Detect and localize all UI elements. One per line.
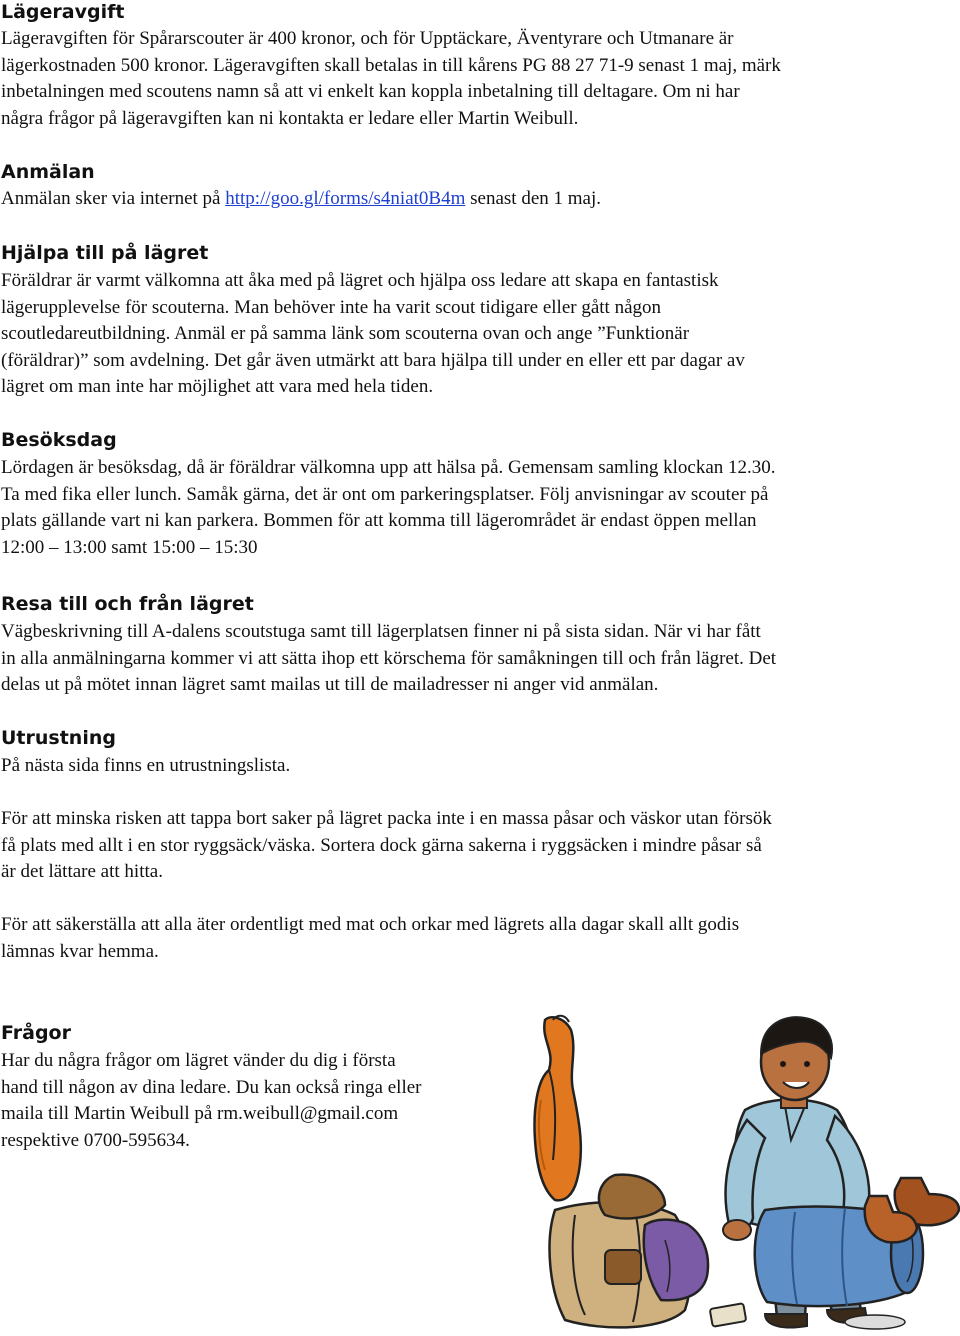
text-line: lägerkostnaden 500 kronor. Lägeravgiften skall betalas in till kårens PG 88 27 71-9 senast 1 maj, märk (1, 54, 781, 76)
heading-resa: Resa till och från lägret (1, 593, 254, 615)
heading-lageravgift: Lägeravgift (1, 1, 125, 23)
text-line: inbetalningen med scoutens namn så att vi enkelt kan koppla inbetalning till deltagare. Om ni har (1, 81, 740, 102)
text-line: maila till Martin Weibull på rm.weibull@gmail.com (1, 1103, 399, 1124)
text-line: respektive 0700-595634. (1, 1129, 190, 1151)
orange-jacket-icon (535, 1016, 581, 1201)
text-line: scoutledareutbildning. Anmäl er på samma länk som scouterna ovan och ange ”Funktionär (1, 323, 690, 344)
text-line: lägerupplevelse för scouterna. Man behöver inte ha varit scout tidigare eller gått någon (1, 296, 661, 318)
purple-bag-icon (644, 1220, 708, 1301)
paragraph-resa (1, 619, 776, 699)
text-line: (föräldrar)” som avdelning. Det går även utmärkt att bara hjälpa till under en eller ett par dagar av (1, 349, 745, 371)
paragraph-hjalpa-till (1, 268, 745, 401)
text-line: är det lättare att hitta. (1, 861, 163, 882)
paragraph-fragor (1, 1048, 422, 1154)
anmalan-text-after: senast den 1 maj. (465, 188, 601, 209)
text-line: några frågor på lägeravgiften kan ni kontakta er ledare eller Martin Weibull. (1, 107, 579, 129)
text-line: För att säkerställa att alla äter ordentligt med mat och orkar med lägrets alla dagar skall allt godis (1, 914, 740, 935)
text-line: hand till någon av dina ledare. Du kan också ringa eller (1, 1076, 422, 1098)
text-line: På nästa sida finns en utrustningslista. (1, 755, 291, 776)
text-line: lämnas kvar hemma. (1, 940, 159, 962)
text-line: Ta med fika eller lunch. Samåk gärna, det är ont om parkeringsplatser. Följ anvisningar av scouter på (1, 483, 769, 505)
heading-besoksdag: Besöksdag (1, 429, 117, 451)
text-line: lägret om man inte har möjlighet att vara med hela tiden. (1, 376, 434, 397)
paragraph-anmalan (1, 186, 601, 213)
paragraph-utrustning (1, 753, 290, 780)
text-line: delas ut på mötet innan lägret samt mailas ut till de mailadresser ni anger vid anmälan. (1, 674, 659, 695)
text-line: För att minska risken att tappa bort saker på lägret packa inte i en massa påsar och väskor utan försök (1, 808, 772, 829)
text-line: Har du några frågor om lägret vänder du dig i första (1, 1050, 396, 1071)
heading-anmalan: Anmälan (1, 161, 95, 183)
heading-fragor: Frågor (1, 1022, 71, 1044)
anmalan-text-before: Anmälan sker via internet på (1, 188, 226, 209)
paragraph-packing-advice (1, 806, 772, 886)
text-line (1, 186, 601, 213)
text-line: 12:00 – 13:00 samt 15:00 – 15:30 (1, 536, 258, 558)
boots-icon (865, 1178, 959, 1242)
registration-form-link[interactable]: http://goo.gl/forms/s4niat0B4m (225, 188, 466, 209)
text-line: Lägeravgiften för Spårarscouter är 400 kronor, och för Upptäckare, Äventyrare och Utmanare är (1, 28, 734, 49)
text-line: Vägbeskrivning till A-dalens scoutstuga samt till lägerplatsen finner ni på sista sidan. När vi har fått (1, 621, 761, 642)
heading-hjalpa-till: Hjälpa till på lägret (1, 242, 209, 264)
heading-utrustning: Utrustning (1, 727, 116, 749)
text-line: Föräldrar är varmt välkomna att åka med på lägret och hjälpa oss ledare att skapa en fantastisk (1, 270, 719, 291)
paragraph-lageravgift (1, 26, 781, 132)
paragraph-candy-rule (1, 912, 739, 965)
paragraph-besoksdag (1, 455, 776, 561)
text-line: Lördagen är besöksdag, då är föräldrar välkomna upp att hälsa på. Gemensam samling klockan 12.30. (1, 457, 776, 478)
scout-packing-illustration (515, 1010, 960, 1336)
text-line: få plats med allt i en stor ryggsäck/väska. Sortera dock gärna sakerna i ryggsäcken i mindre påsar så (1, 834, 762, 856)
text-line: in alla anmälningarna kommer vi att sätta ihop ett körschema för samåkningen till och från lägret. Det (1, 647, 777, 669)
text-line: plats gällande vart ni kan parkera. Bommen för att komma till lägerområdet är endast öppen mellan (1, 510, 757, 531)
